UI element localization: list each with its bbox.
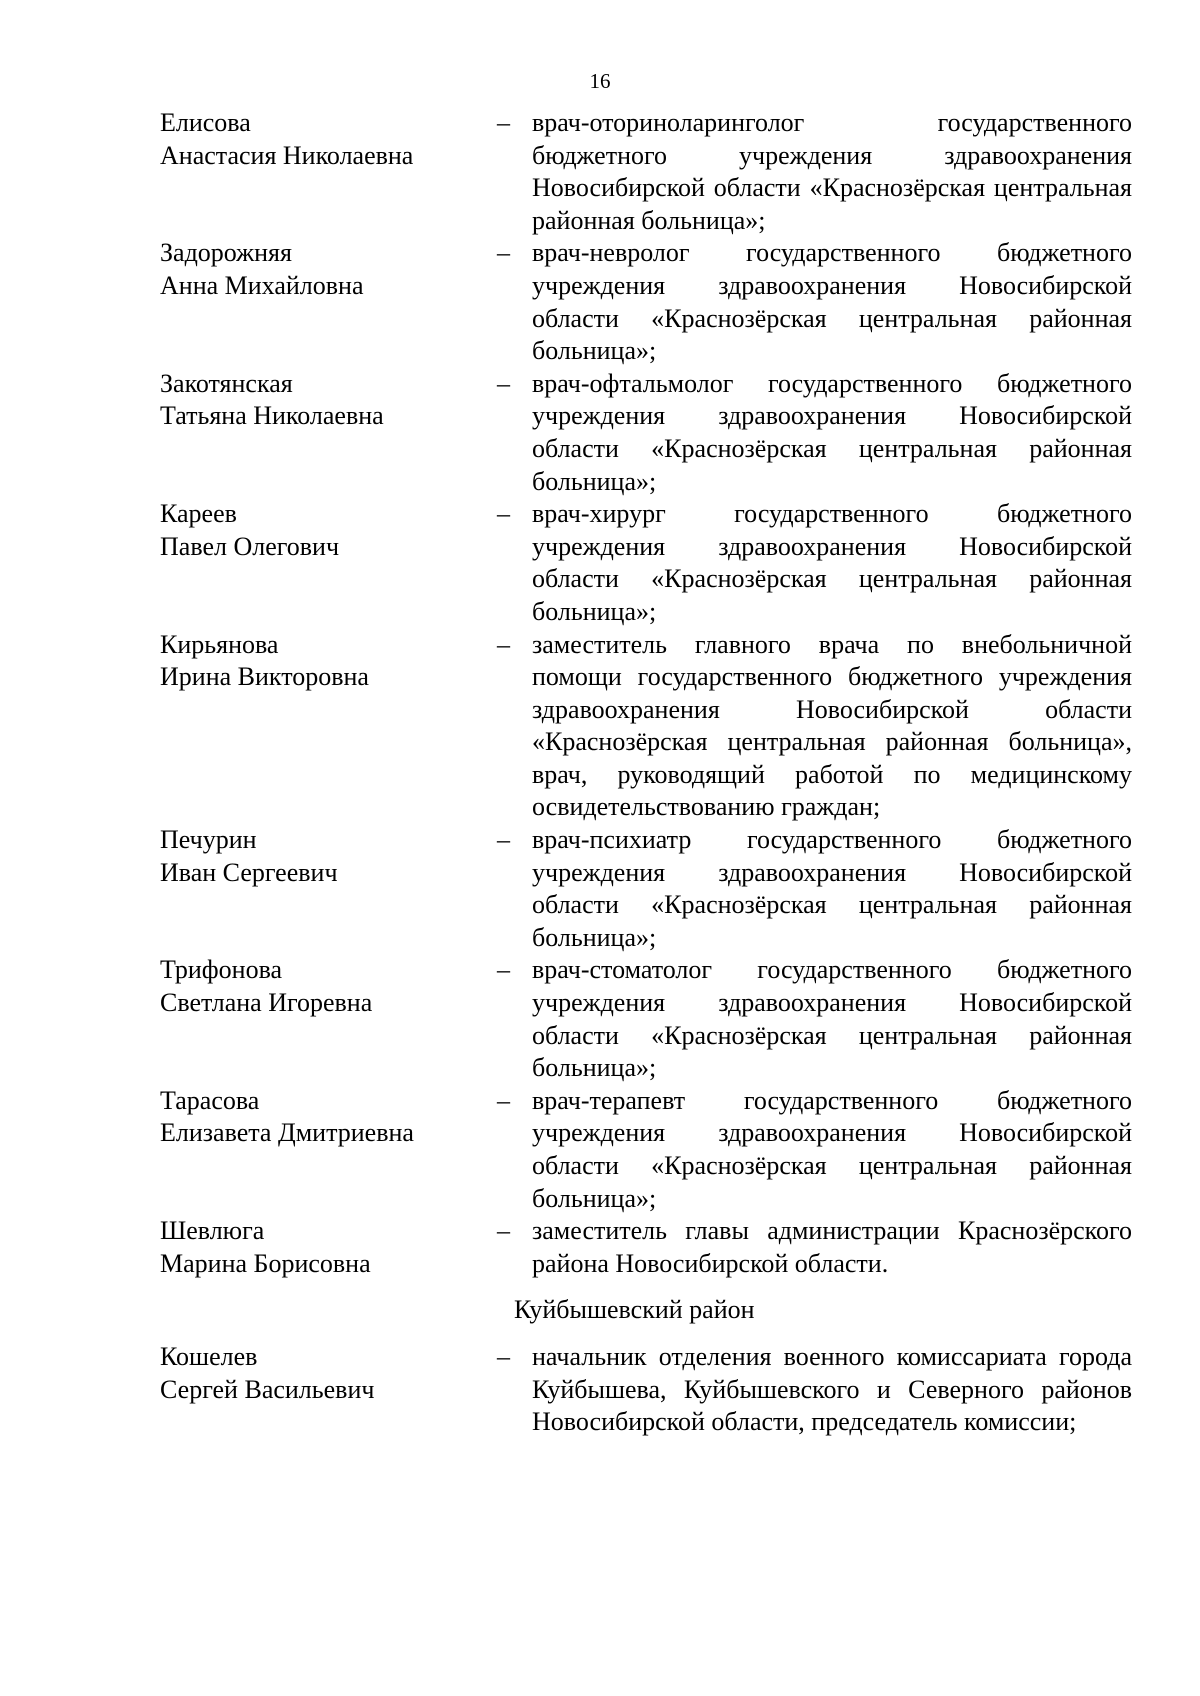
member-position: врач-оториноларинголог государственного бюджетного учреждения здравоохранения Новосибирской области «Краснозёрская центральная районная больница»; bbox=[532, 108, 1132, 235]
member-position: врач-психиатр государственного бюджетного учреждения здравоохранения Новосибирской области «Краснозёрская центральная районная больница»; bbox=[532, 825, 1132, 952]
member-surname: Закотянская bbox=[160, 368, 293, 398]
member-surname: Кирьянова bbox=[160, 629, 279, 659]
dash-separator: – bbox=[497, 1085, 510, 1115]
member-position: врач-терапевт государственного бюджетного учреждения здравоохранения Новосибирской области «Краснозёрская центральная районная больница»; bbox=[532, 1085, 1132, 1213]
member-given-names: Ирина Викторовна bbox=[160, 662, 369, 692]
member-name bbox=[160, 237, 497, 302]
member-entry bbox=[160, 237, 1132, 367]
member-given-names: Сергей Васильевич bbox=[160, 1374, 375, 1404]
member-entry bbox=[160, 498, 1132, 628]
dash-separator: – bbox=[497, 825, 510, 855]
dash-separator: – bbox=[497, 1216, 510, 1246]
member-position: заместитель главного врача по внебольничной помощи государственного бюджетного учреждения здравоохранения Новосибирской области «Краснозёрская центральная районная больница», врач, руководящий работой по медицинскому освидетельствованию граждан; bbox=[532, 629, 1132, 822]
dash-separator: – bbox=[497, 238, 510, 268]
member-entry bbox=[160, 1341, 1132, 1439]
dash-separator: – bbox=[497, 1341, 510, 1371]
member-entry bbox=[160, 368, 1132, 498]
member-position: врач-стоматолог государственного бюджетного учреждения здравоохранения Новосибирской области «Краснозёрская центральная районная больница»; bbox=[532, 955, 1132, 1083]
commission-member-list bbox=[160, 107, 1132, 1439]
member-position: врач-хирург государственного бюджетного учреждения здравоохранения Новосибирской области «Краснозёрская центральная районная больница»; bbox=[532, 499, 1132, 626]
member-given-names: Иван Сергеевич bbox=[160, 857, 338, 887]
member-surname: Трифонова bbox=[160, 955, 283, 985]
member-given-names: Светлана Игоревна bbox=[160, 988, 373, 1018]
member-name bbox=[160, 824, 497, 889]
member-entry bbox=[160, 107, 1132, 237]
member-surname: Шевлюга bbox=[160, 1216, 265, 1246]
member-name bbox=[160, 1215, 497, 1280]
member-surname: Печурин bbox=[160, 825, 257, 855]
member-surname: Кареев bbox=[160, 499, 237, 529]
member-entry bbox=[160, 824, 1132, 954]
member-surname: Кошелев bbox=[160, 1341, 258, 1371]
member-name bbox=[160, 107, 497, 172]
member-given-names: Павел Олегович bbox=[160, 531, 340, 561]
member-position: заместитель главы администрации Краснозёрского района Новосибирской области. bbox=[532, 1216, 1132, 1278]
member-surname: Задорожняя bbox=[160, 238, 292, 268]
member-position: начальник отделения военного комиссариата города Куйбышева, Куйбышевского и Северного районов Новосибирской области, председатель комиссии; bbox=[532, 1341, 1132, 1437]
member-given-names: Татьяна Николаевна bbox=[160, 401, 384, 431]
dash-separator: – bbox=[497, 629, 510, 659]
member-position: врач-офтальмолог государственного бюджетного учреждения здравоохранения Новосибирской области «Краснозёрская центральная районная больница»; bbox=[532, 368, 1132, 496]
member-given-names: Марина Борисовна bbox=[160, 1248, 371, 1278]
member-name bbox=[160, 1085, 497, 1150]
dash-separator: – bbox=[497, 499, 510, 529]
member-name bbox=[160, 368, 497, 433]
page-number: 16 bbox=[589, 69, 611, 93]
member-name bbox=[160, 1341, 497, 1406]
member-name bbox=[160, 629, 497, 694]
district-heading: Куйбышевский район bbox=[514, 1295, 755, 1325]
member-entry bbox=[160, 629, 1132, 825]
member-given-names: Анна Михайловна bbox=[160, 270, 364, 300]
member-position: врач-невролог государственного бюджетного учреждения здравоохранения Новосибирской области «Краснозёрская центральная районная больница»; bbox=[532, 238, 1132, 366]
member-entry bbox=[160, 1085, 1132, 1215]
member-surname: Елисова bbox=[160, 108, 251, 137]
member-given-names: Елизавета Дмитриевна bbox=[160, 1118, 414, 1148]
member-surname: Тарасова bbox=[160, 1085, 260, 1115]
member-name bbox=[160, 498, 497, 563]
dash-separator: – bbox=[497, 368, 510, 398]
dash-separator: – bbox=[497, 108, 510, 137]
member-given-names: Анастасия Николаевна bbox=[160, 140, 414, 170]
member-name bbox=[160, 954, 497, 1019]
dash-separator: – bbox=[497, 955, 510, 985]
member-entry bbox=[160, 1215, 1132, 1280]
member-entry bbox=[160, 954, 1132, 1084]
